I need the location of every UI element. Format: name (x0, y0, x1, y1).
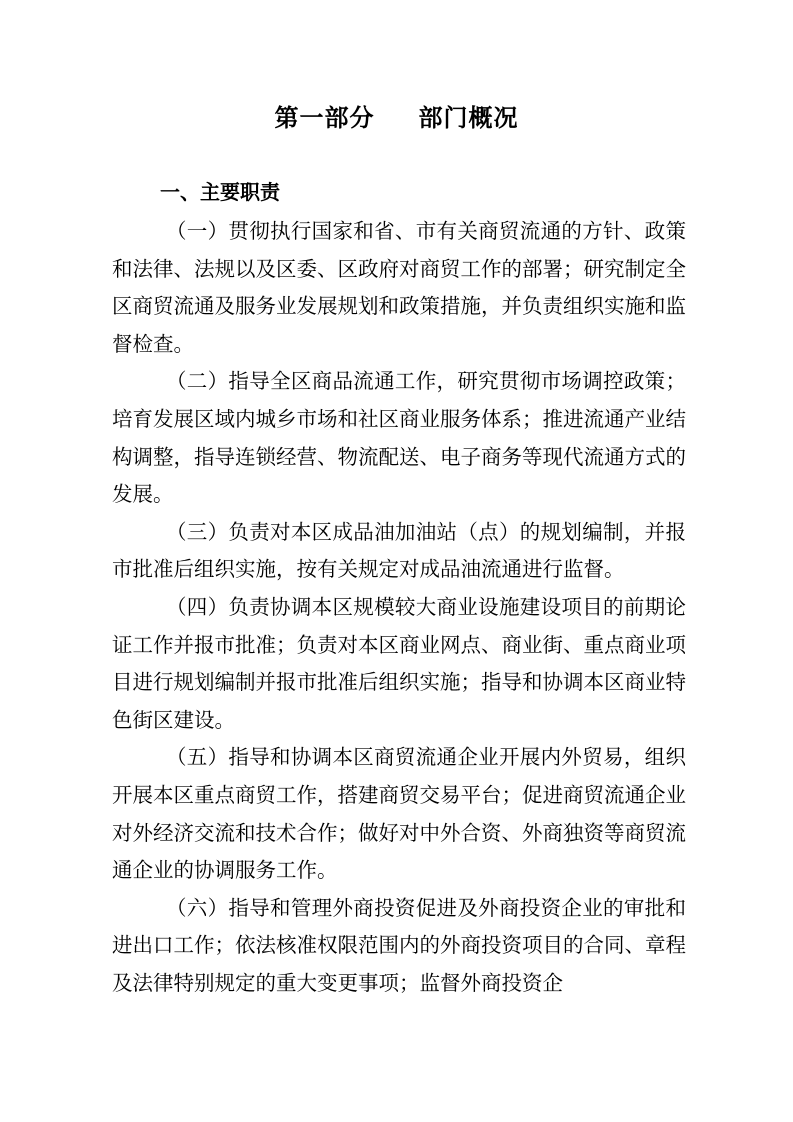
paragraph-6: （六）指导和管理外商投资促进及外商投资企业的审批和进出口工作；依法核准权限范围内的外商投资项目的合同、章程及法律特别规定的重大变更事项；监督外商投资企 (112, 895, 686, 995)
paragraph-3: （三）负责对本区成品油加油站（点）的规划编制，并报市批准后组织实施，按有关规定对成品油流通进行监督。 (112, 519, 686, 582)
section-heading: 一、主要职责 (160, 180, 280, 204)
page-title (0, 100, 793, 136)
paragraph-2: （二）指导全区商品流通工作，研究贯彻市场调控政策；培育发展区域内城乡市场和社区商业服务体系；推进流通产业结构调整，指导连锁经营、物流配送、电子商务等现代流通方式的发展。 (112, 369, 686, 507)
body-text (112, 213, 686, 1002)
paragraph-4: （四）负责协调本区规模较大商业设施建设项目的前期论证工作并报市批准；负责对本区商业网点、商业街、重点商业项目进行规划编制并报市批准后组织实施；指导和协调本区商业特色街区建设。 (112, 594, 686, 732)
paragraph-1: （一）贯彻执行国家和省、市有关商贸流通的方针、政策和法律、法规以及区委、区政府对商贸工作的部署；研究制定全区商贸流通及服务业发展规划和政策措施，并负责组织实施和监督检查。 (112, 219, 686, 356)
title-part: 第一部分 (274, 104, 375, 132)
title-name: 部门概况 (418, 104, 519, 132)
paragraph-5: （五）指导和协调本区商贸流通企业开展内外贸易，组织开展本区重点商贸工作，搭建商贸交易平台；促进商贸流通企业对外经济交流和技术合作；做好对中外合资、外商独资等商贸流通企业的协调服务工作。 (112, 745, 686, 883)
